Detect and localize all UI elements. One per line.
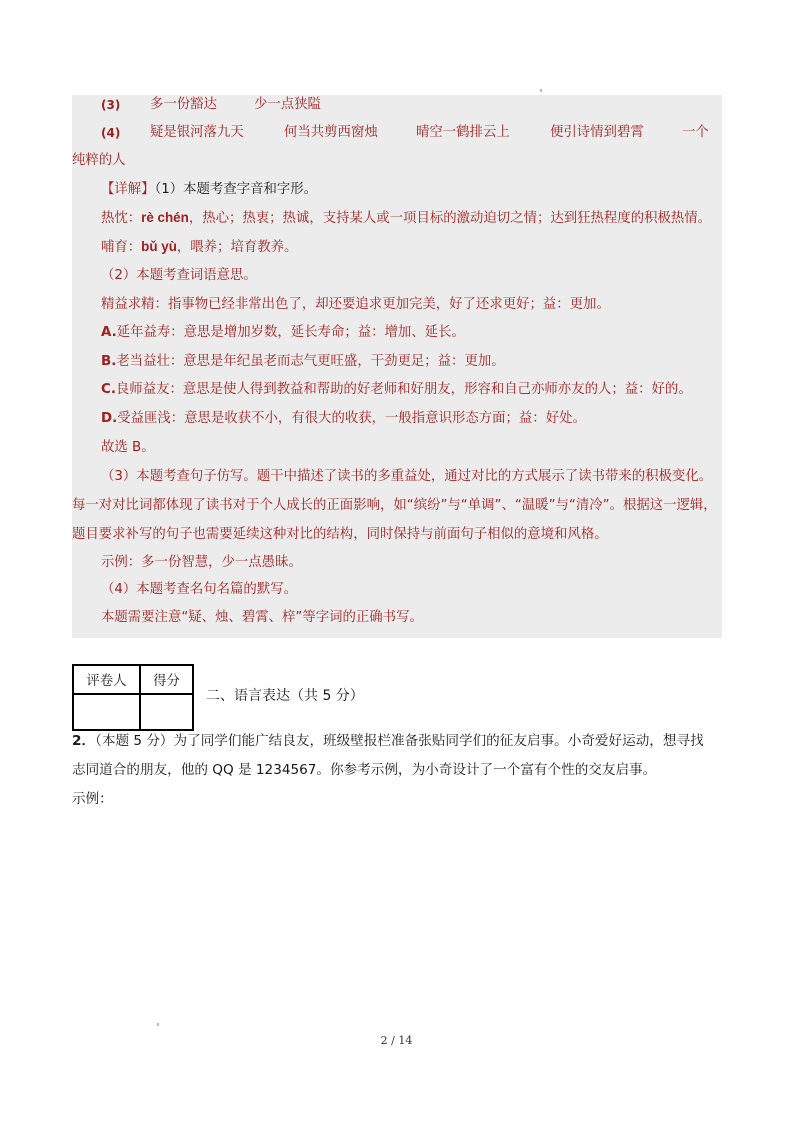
answer-explanation-block [72, 95, 722, 638]
answer-item-4-continued: 纯粹的人 [72, 153, 126, 168]
question-line-2: 志同道合的朋友，他的 QQ 是 1234567。你参考示例，为小奇设计了一个富有个性的交友启事。 [72, 762, 657, 778]
explain-part4: （4）本题考查名句名篇的默写。 [101, 582, 297, 597]
explain-rechen: 热忱：rè chén，热心；热衷；热诚，支持某人或一项目标的激动迫切之情；达到狂热程度的积极热情。 [101, 210, 712, 226]
explain-example: 示例：多一份智慧，少一点愚昧。 [101, 555, 302, 570]
explain-part3-line2: 每一对对比词都体现了读书对于个人成长的正面影响，如“缤纷”与“单调”、“温暖”与“清冷”。根据这一逻辑， [72, 498, 717, 513]
explain-heading: 【详解】（1）本题考查字音和字形。 [101, 182, 318, 197]
section-title: 二、语言表达（共 5 分） [206, 688, 364, 704]
question-line-3: 示例： [72, 791, 113, 807]
question-line-1: 2．（本题 5 分）为了同学们能广结良友，班级壁报栏准备张贴同学们的征友启事。小奇爱好运动，想寻找 [72, 733, 704, 749]
explain-part3-line1: （3）本题考查句子仿写。题干中描述了读书的多重益处，通过对比的方式展示了读书带来的积极变化。 [101, 469, 713, 484]
score-header: 得分 [140, 665, 193, 694]
explain-part4-note: 本题需要注意“疑、烛、碧霄、梓”等字词的正确书写。 [101, 610, 423, 625]
option-c: C.良师益友：意思是使人得到教益和帮助的好老师和好朋友，形容和自己亦师亦友的人；益：好的。 [101, 382, 692, 397]
explain-part3-line3: 题目要求补写的句子也需要延续这种对比的结构，同时保持与前面句子相似的意境和风格。 [72, 527, 608, 542]
grader-header: 评卷人 [73, 665, 140, 694]
explain-buyu: 哺育：bǔ yù，喂养；培育教养。 [101, 239, 298, 255]
grader-cell[interactable] [73, 694, 140, 730]
option-a: A.延年益寿：意思是增加岁数，延长寿命；益：增加、延长。 [101, 325, 465, 340]
answer-choice: 故选 B。 [101, 440, 155, 455]
explain-tag: 【详解】 [101, 182, 155, 197]
score-table [72, 664, 194, 731]
scan-mark [157, 1023, 159, 1026]
explain-jingyiqiujing: 精益求精：指事物已经非常出色了，却还要追求更加完美，好了还求更好；益：更加。 [101, 297, 610, 312]
option-d: D.受益匪浅：意思是收获不小，有很大的收获，一般指意识形态方面；益：好处。 [101, 411, 586, 426]
explain-part2: （2）本题考查词语意思。 [101, 268, 257, 283]
answer-item-4: (4) 疑是银河落九天 何当共剪西窗烛 晴空一鹤排云上 便引诗情到碧霄 一个 [101, 125, 709, 140]
page-number: 2 / 14 [380, 1034, 413, 1047]
score-cell[interactable] [140, 694, 193, 730]
option-b: B.老当益壮：意思是年纪虽老而志气更旺盛，干劲更足；益：更加。 [101, 354, 505, 369]
answer-item-3: (3) 多一份豁达 少一点狭隘 [101, 97, 321, 112]
